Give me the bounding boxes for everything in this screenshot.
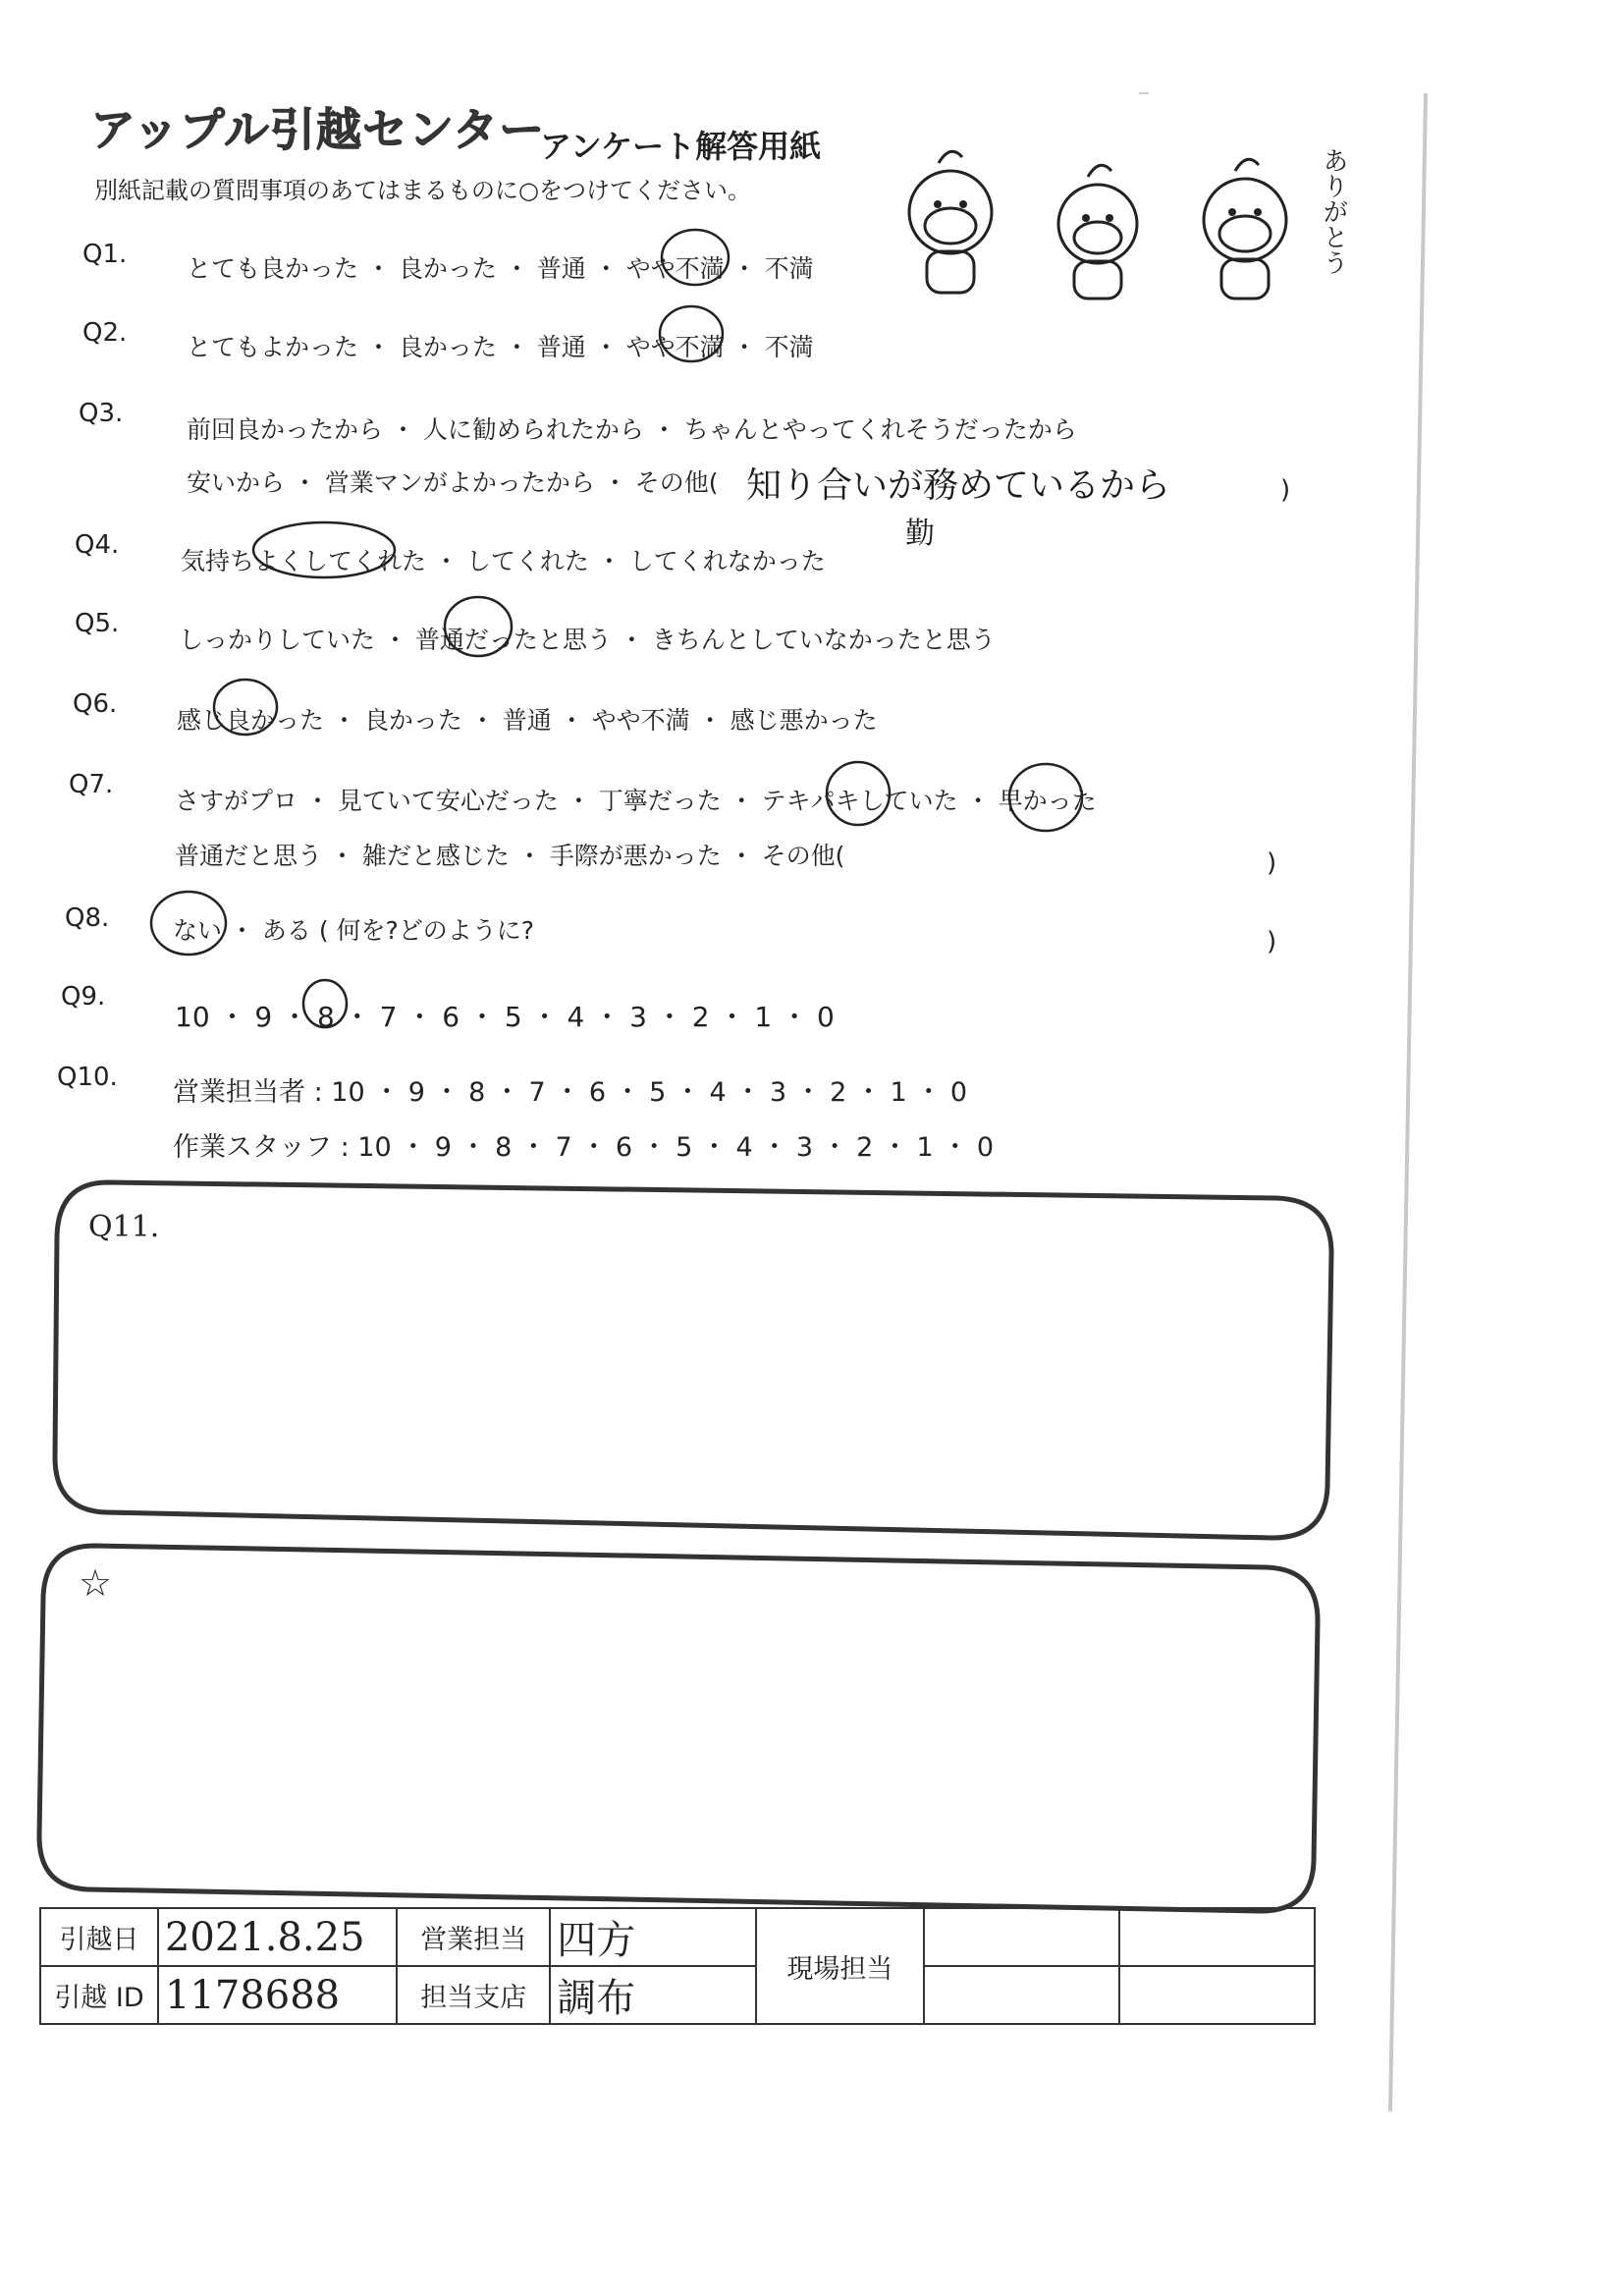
q2-label: Q2. xyxy=(82,318,128,348)
q7-close-paren: ) xyxy=(1267,848,1277,878)
q10-staff-scale: 作業スタッフ : 10 ・ 9 ・ 8 ・ 7 ・ 6 ・ 5 ・ 4 ・ 3 ・ 2 ・ 1 ・ 0 xyxy=(173,1132,995,1163)
q4-options: 気持ちよくしてくれた ・ してくれた ・ してくれなかった xyxy=(181,547,826,575)
move-id-value: 1178688 xyxy=(158,1966,397,2024)
q6-label: Q6. xyxy=(73,689,118,719)
q3-handwritten-answer: 知り合いが務めているから xyxy=(746,465,1171,506)
q1-options: とても良かった ・ 良かった ・ 普通 ・ やや不満 ・ 不満 xyxy=(187,254,814,283)
site-rep-cell-4 xyxy=(1119,1966,1315,2024)
move-id-label: 引越 ID xyxy=(40,1966,158,2024)
site-rep-cell-1 xyxy=(924,1908,1119,1966)
q6-options: 感じ良かった ・ 良かった ・ 普通 ・ やや不満 ・ 感じ悪かった xyxy=(177,706,878,735)
footer-table xyxy=(39,1907,1316,2025)
q3-handwritten-correction: 勤 xyxy=(905,517,935,551)
q8-label: Q8. xyxy=(65,903,110,933)
q4-label: Q4. xyxy=(75,530,120,560)
q8-close-paren: ) xyxy=(1267,927,1277,957)
q8-options: ない ・ ある ( 何を?どのように? xyxy=(173,916,535,945)
branch-label: 担当支店 xyxy=(397,1966,550,2024)
move-date-label: 引越日 xyxy=(40,1908,158,1966)
q10-sales-scale: 営業担当者 : 10 ・ 9 ・ 8 ・ 7 ・ 6 ・ 5 ・ 4 ・ 3 ・ 2 ・ 1 ・ 0 xyxy=(173,1077,968,1108)
q9-scale: 10 ・ 9 ・ 8 ・ 7 ・ 6 ・ 5 ・ 4 ・ 3 ・ 2 ・ 1 ・ 0 xyxy=(175,1001,835,1033)
mascot-illustration xyxy=(892,136,1314,302)
survey-subtitle: アンケート解答用紙 xyxy=(540,128,822,165)
q11-box xyxy=(55,1182,1331,1538)
q5-label: Q5. xyxy=(75,609,120,638)
star-label: ☆ xyxy=(79,1561,113,1605)
q1-label: Q1. xyxy=(82,240,128,269)
sales-rep-value: 四方 xyxy=(550,1908,756,1966)
instruction-text: 別紙記載の質問事項のあてはまるものに○をつけてください。 xyxy=(94,177,751,204)
q11-label: Q11. xyxy=(88,1210,160,1244)
q7-options-line1: さすがプロ ・ 見ていて安心だった ・ 丁寧だった ・ テキパキしていた ・ 早かった xyxy=(175,787,1097,815)
q5-options: しっかりしていた ・ 普通だったと思う ・ きちんとしていなかったと思う xyxy=(179,626,996,654)
q3-options-line2: 安いから ・ 営業マンがよかったから ・ その他( xyxy=(187,468,719,497)
q3-options-line1: 前回良かったから ・ 人に勧められたから ・ ちゃんとやってくれそうだったから xyxy=(187,415,1077,444)
move-date-value: 2021.8.25 xyxy=(158,1908,397,1966)
branch-value: 調布 xyxy=(550,1966,756,2024)
thanks-text: ありがとう xyxy=(1319,147,1348,275)
sales-rep-label: 営業担当 xyxy=(397,1908,550,1966)
q7-label: Q7. xyxy=(69,770,114,799)
q3-label: Q3. xyxy=(79,399,124,428)
q9-label: Q9. xyxy=(61,982,106,1011)
q10-label: Q10. xyxy=(57,1063,118,1092)
q3-close-paren: ) xyxy=(1280,475,1291,505)
q2-options: とてもよかった ・ 良かった ・ 普通 ・ やや不満 ・ 不満 xyxy=(187,333,814,361)
site-rep-cell-2 xyxy=(1119,1908,1315,1966)
brand-title: アップル引越センター xyxy=(90,103,546,156)
site-rep-cell-3 xyxy=(924,1966,1119,2024)
site-rep-label: 現場担当 xyxy=(756,1908,924,2024)
q7-options-line2: 普通だと思う ・ 雑だと感じた ・ 手際が悪かった ・ その他( xyxy=(175,842,845,870)
star-box xyxy=(39,1546,1318,1911)
